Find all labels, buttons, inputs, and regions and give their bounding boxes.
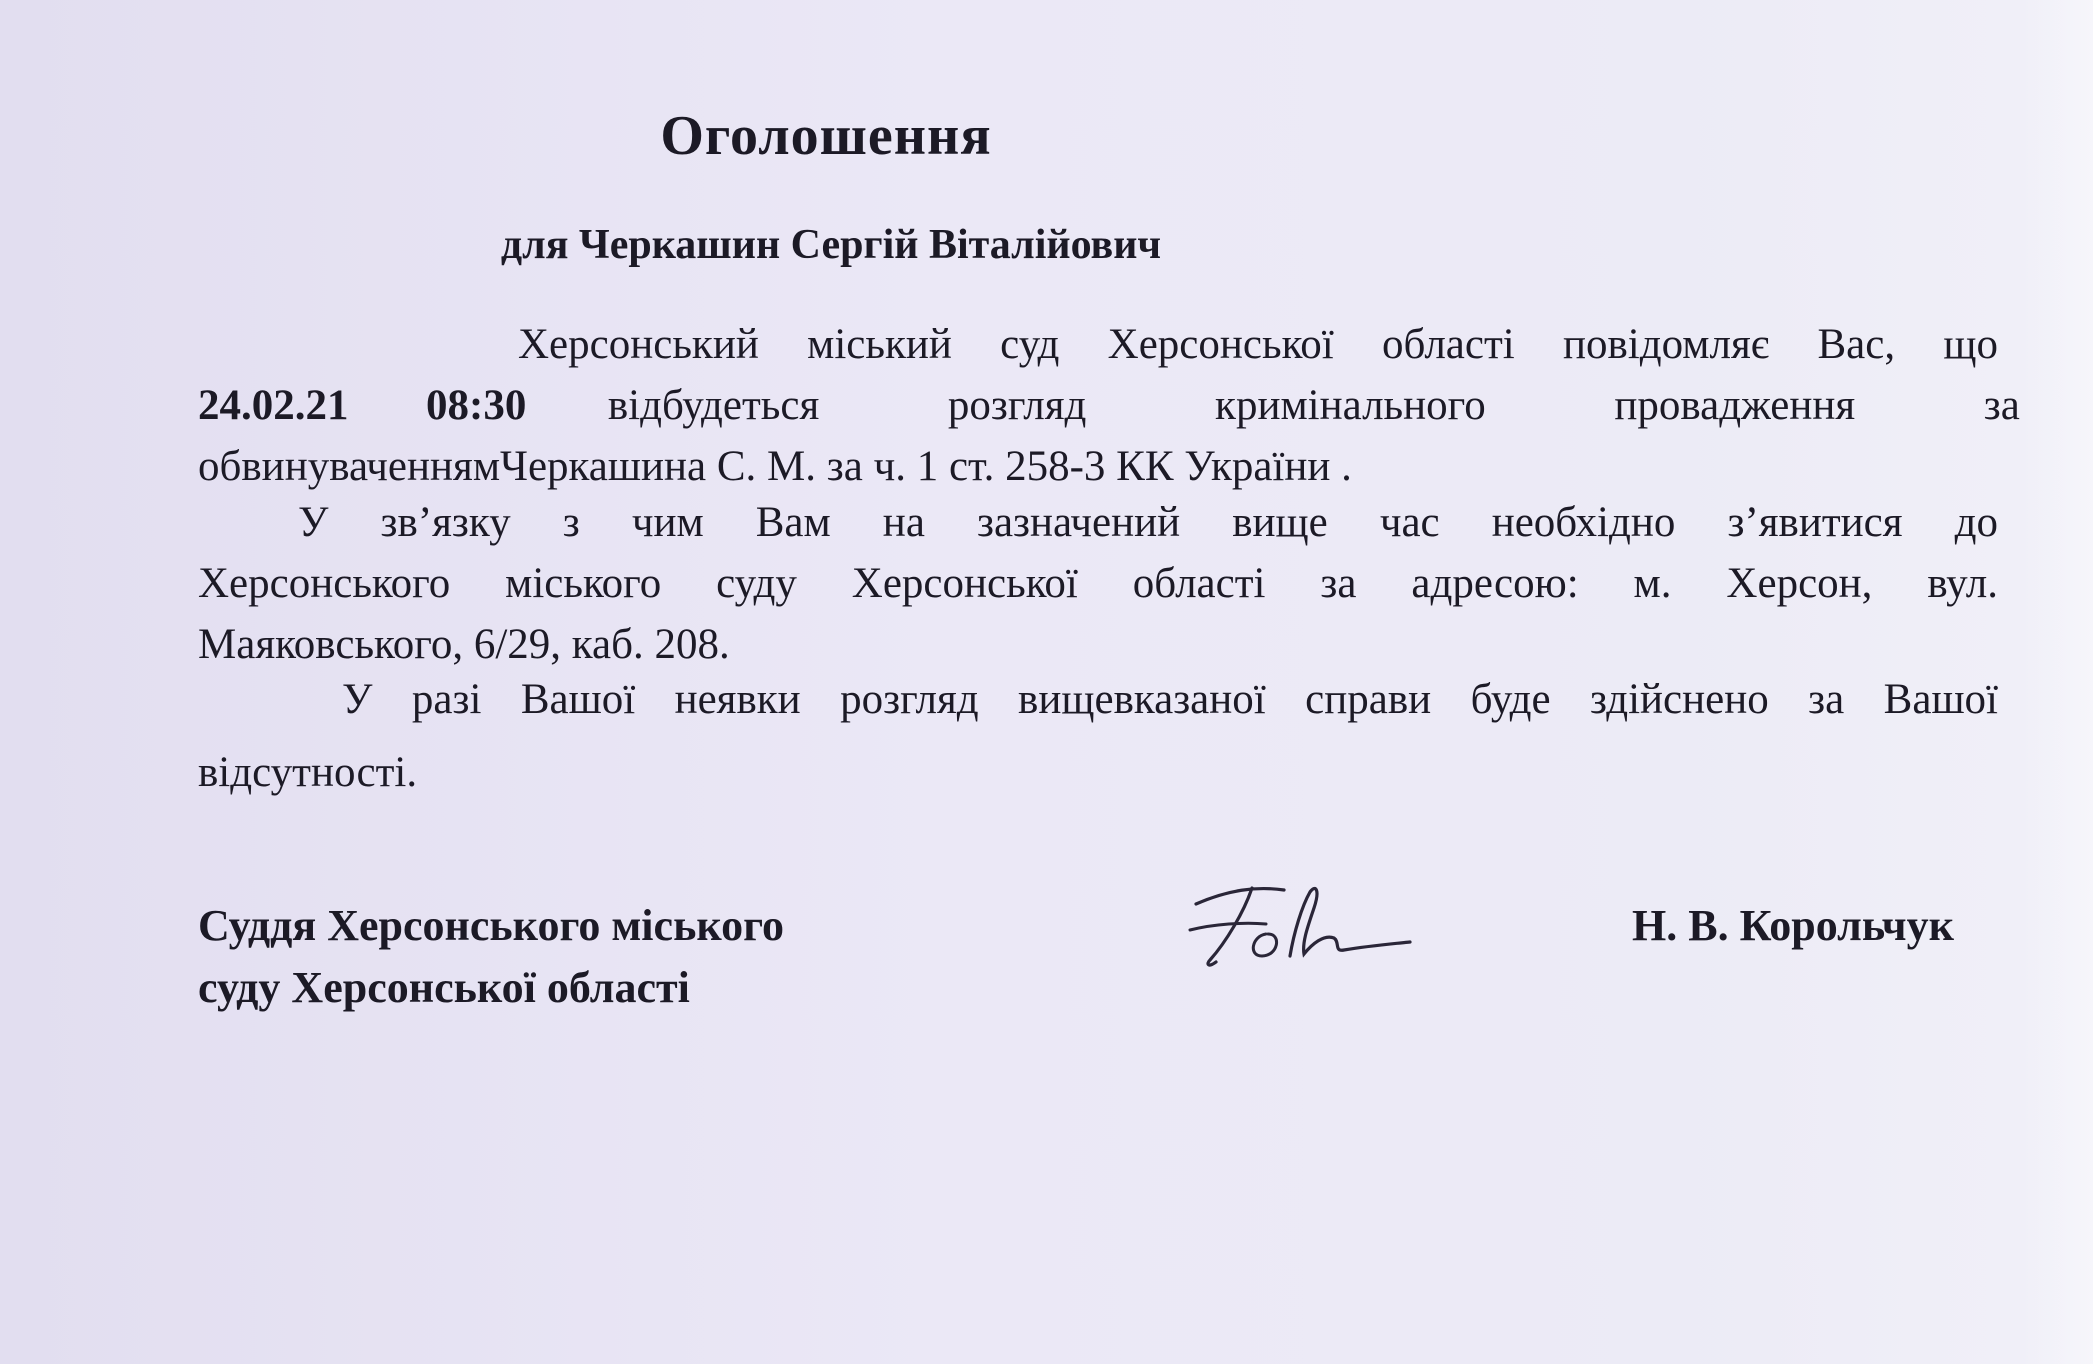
hearing-time: 08:30 [426, 382, 527, 429]
judge-position-line: суду Херсонської області [198, 963, 690, 1012]
paragraph-line-hearing-datetime [198, 375, 2020, 436]
judge-position-line: Суддя Херсонського міського [198, 901, 784, 950]
notice-recipient: для Черкашин Сергій Віталійович [500, 222, 1162, 268]
paragraph-absence-warning [198, 669, 1998, 803]
judge-position [198, 895, 784, 1019]
paragraph-line: відсутності. [198, 749, 418, 796]
handwritten-signature [1178, 872, 1418, 972]
paragraph-line: Маяковського, 6/29, каб. 208. [198, 621, 730, 668]
paragraph-hearing-notice [198, 314, 2020, 497]
paragraph-line: обвинуваченнямЧеркашина С. М. за ч. 1 ст. 258-3 КК України . [198, 443, 1352, 490]
hearing-description: відбудеться розгляд кримінального провадження за [607, 382, 2020, 429]
paragraph-line: Херсонський міський суд Херсонської області повідомляє Вас, що [518, 321, 1998, 368]
notice-title: Оголошення [660, 105, 992, 167]
paragraph-line: У разі Вашої неявки розгляд вищевказаної справи буде здійснено за Вашої [342, 676, 1998, 723]
paragraph-line: Херсонського міського суду Херсонської області за адресою: м. Херсон, вул. [198, 560, 1998, 607]
hearing-date: 24.02.21 [198, 382, 349, 429]
paragraph-appearance-address [198, 492, 1998, 675]
judge-name: Н. В. Корольчук [1632, 901, 1954, 950]
paragraph-line: У зв’язку з чим Вам на зазначений вище час необхідно з’явитися до [298, 499, 1998, 546]
